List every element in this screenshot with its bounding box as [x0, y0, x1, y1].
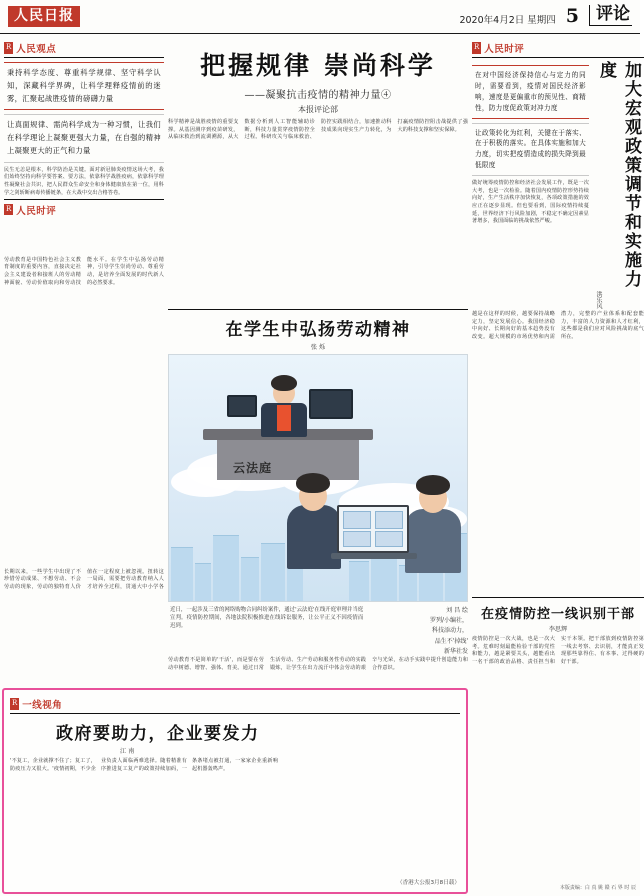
judge-hair	[271, 375, 297, 391]
credit-line: 刘 昌 绘	[446, 607, 468, 614]
highlight-source: （香港大公报3月8日载）	[396, 880, 460, 886]
participant-right-hair	[416, 475, 450, 495]
section-rule	[10, 713, 460, 714]
illustration-credit	[371, 606, 468, 657]
highlight-body: '不复工，企业就撑不住了；复工了，防疫压力又很大。'疫情初期，不少企业负责人面临两难选择。随着精准有序推进复工复产的政策持续加码，一条条堵点被打通，一家家企业重新响起机器轰鸣声。	[10, 758, 278, 772]
video-tile	[343, 531, 371, 547]
divider	[472, 597, 644, 598]
right-commentary-byline: 洪乐风	[595, 291, 602, 309]
monitor-icon	[309, 389, 353, 419]
cadre-byline: 李思辉	[548, 626, 568, 633]
building	[171, 547, 193, 601]
cadre-headline: 在疫情防控一线识别干部	[480, 607, 635, 622]
laptop-base	[331, 553, 417, 559]
building	[213, 535, 239, 601]
highlight-byline: 江 南	[120, 748, 135, 755]
labor-byline: 张 烁	[310, 344, 326, 351]
labor-article-body-mid: 劳动教育不是简单的'干活'，而是要在劳动中树德、增智、强体、育美。通过日常生活劳动、生产劳动和服务性劳动的实践锻炼，让学生在出力流汗中体会劳动的艰辛与光荣，在动手实践中提升创造能力和合作意识。	[168, 656, 468, 671]
newspaper-logo: 人民日报	[8, 6, 80, 27]
highlight-article-box	[2, 688, 468, 894]
section-mark-icon: R	[10, 698, 19, 710]
section-mark-icon: R	[4, 204, 13, 216]
masthead-meta	[459, 5, 632, 29]
section-label-renmin-shiping-mid	[472, 41, 644, 55]
lead-subhead: ——凝聚抗击疫情的精神力量④	[244, 90, 392, 101]
section-label-renmin-guandian	[4, 41, 164, 55]
right-commentary-body: 越是在这样的时候，越要保持战略定力，坚定发展信心。我国经济稳中向好、长期向好的基本趋势没有改变。超大规模的市场优势和内需潜力，完整的产业体系和配套能力，丰富的人力资源和人才红利，这些都是我们应对风险挑战的底气所在。	[472, 311, 644, 340]
section-label-text: 一线视角	[22, 700, 63, 711]
pullquote-2: 让真面规律、需尚科学成为一种习惯，让我们在科学理论上凝聚更强大力量，在自强的精神上凝聚更大的正气和力量	[4, 114, 164, 162]
video-tile	[343, 511, 371, 529]
pullquote-1: 秉持科学态度、尊重科学规律、坚守科学认知，深藏科学界碑，让科学理释疫情前的迷雾，汇聚起战胜疫情的磅礴力量	[4, 62, 164, 110]
right-commentary-quotes	[472, 61, 592, 225]
publication-date: 2020年4月2日 星期四	[459, 14, 556, 26]
divider	[168, 309, 468, 310]
building	[241, 557, 259, 601]
credit-line: 罗列/小编社，	[429, 617, 468, 625]
vertical-title-wrap	[592, 61, 644, 309]
credit-line: 科技添动力，	[431, 627, 468, 635]
section-rule	[472, 57, 644, 58]
video-tile	[375, 511, 403, 529]
lead-article-body: 科学精神是战胜疫情的重要支撑。从基因测序到疫苗研发，从临床救治到流调溯源，从大数据分析到人工智能辅助诊断，科技力量贯穿疫情防控全过程。科研攻关与临床救治、防控实践相结合，加速推动科技成果向现实生产力转化，为打赢疫情防控阻击战提供了强大的科技支撑和坚实保障。	[168, 119, 468, 141]
section-label-text: 人民观点	[16, 44, 57, 55]
illustration-label: 云法庭	[233, 461, 273, 475]
right-commentary-head	[472, 61, 644, 309]
divider	[4, 199, 164, 200]
section-label-renmin-shiping-top	[4, 203, 164, 217]
building	[195, 563, 211, 601]
building	[349, 561, 369, 601]
masthead	[0, 0, 640, 34]
lead-col-left-tail: 民生无恙是根本，科学防治是关键。面对新冠肺炎疫情这场大考，我们始终坚持向科学要答案、要方法，依靠科学战胜疫病，依靠科学理性凝聚社会共识，把人民群众生命安全和身体健康放在第一位，用科学之剑斩断病毒传播链条，在大战中交出合格答卷。	[4, 166, 164, 196]
lead-byline: 本报评论部	[298, 105, 338, 114]
credit-line: 品生不'掉线'	[434, 637, 468, 645]
page-number: 5	[565, 4, 579, 27]
section-label-text: 人民时评	[484, 44, 525, 55]
illustration-caption: 近日，一起涉及三省的网络购物合同纠纷案件，通过'云法庭'在线开庭审理并当庭宣判。疫情防控期间，各地法院积极推进在线诉讼服务，让公平正义不因疫情而迟到。	[170, 607, 364, 630]
section-label-yixian-shijiao	[10, 697, 460, 711]
laptop-screen	[337, 505, 409, 553]
participant-left-body	[287, 505, 341, 569]
building	[261, 543, 285, 601]
illustration-footer	[168, 606, 468, 657]
column-right	[472, 38, 644, 892]
section-mark-icon: R	[472, 42, 481, 54]
section-mark-icon: R	[4, 42, 13, 54]
right-commentary-vertical-title: 加大宏观政策调节和实施力度	[596, 61, 641, 289]
pullquote-top: 在对中国经济保持信心与定力的同时，需要看到，疫情对国民经济影响，速度是更偏重市的预见性、商精性，防力度促政策对冲力度	[472, 65, 589, 119]
labor-headline: 在学生中弘扬劳动精神	[225, 320, 411, 340]
video-tile	[375, 531, 403, 547]
illustration-cloud-court	[168, 354, 468, 602]
labor-article-body-left-2: 长期以来，一些学生中出现了不珍惜劳动成果、不想劳动、不会劳动的现象，劳动的独特育人价值在一定程度上被忽视。扭转这一局面，需要把劳动教育纳入人才培养全过程，贯通大中小学各	[4, 568, 164, 590]
right-commentary-lead: 做好统筹疫情防控和经济社会发展工作，既是一次大考，也是一次检验。随着国内疫情防控形势持续向好，生产生活秩序加快恢复，各项政策措施的效应正在逐步显现。但也要看到，国际疫情持续蔓延，世界经济下行风险加剧，不稳定不确定因素显著增多，我国面临的挑战依然严峻。	[472, 180, 589, 225]
building	[287, 567, 303, 601]
lead-headline: 把握规律 崇尚科学	[200, 51, 436, 80]
judge-tie	[277, 405, 291, 431]
participant-right-body	[405, 509, 461, 573]
highlight-headline: 政府要助力，企业要发力	[56, 724, 260, 744]
section-name: 评论	[589, 5, 632, 26]
participant-left-hair	[296, 473, 330, 493]
credit-line: 新华社发	[443, 647, 468, 655]
page-editor-note: 本版责编：白 真 姚 赣 石 界 时 辰	[559, 884, 636, 891]
monitor-icon	[227, 395, 257, 417]
cadre-body: 疫情防控是一次大战，也是一次大考。危难时刻最能检验干部的党性和能力，越是紧要关头，越能看出一名干部的政治品格、责任担当和实干本领。把干部放到疫情防控第一线去考察、去识别，才能真正发现那些靠得住、有本事、过得硬的好干部。	[472, 636, 644, 665]
labor-article-body-left: 劳动教育是中国特色社会主义教育制度的重要内容，直接决定社会主义建设者和接班人的劳动精神面貌、劳动价值取向和劳动技能水平。在学生中弘扬劳动精神，引导学生崇尚劳动、尊重劳动，是培养全面发展的时代新人的必然要求。	[4, 256, 164, 286]
section-label-text: 人民时评	[16, 205, 57, 217]
section-rule	[4, 57, 164, 58]
pullquote-mid: 让政策转化为红利，关键在于落实、在于积极的落实。在具体实施和加大力度，切实把疫情造成的损失降到最低限度	[472, 123, 589, 177]
